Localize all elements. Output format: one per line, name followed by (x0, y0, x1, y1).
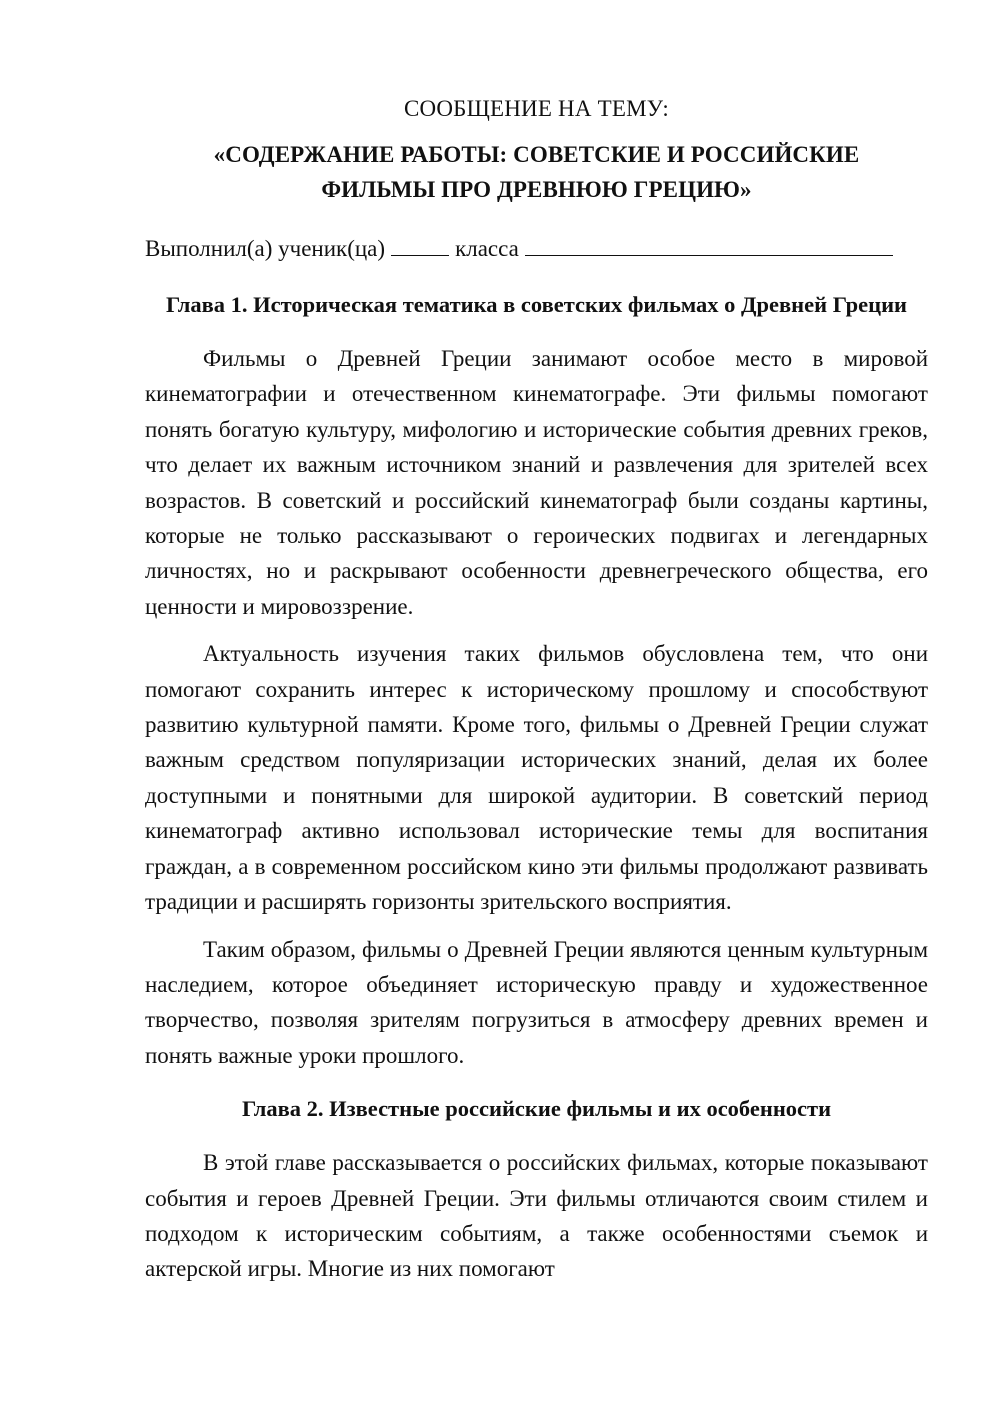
class-label: класса (455, 236, 519, 261)
chapter-2-title: Глава 2. Известные российские фильмы и их особенности (241, 1096, 832, 1122)
student-name-blank (525, 233, 893, 256)
page-content (145, 92, 928, 1287)
chapter-1-paragraph-1: Фильмы о Древней Греции занимают особое место в мировой кинематографии и отечественном кинематографе. Эти фильмы помогают понять богатую культуру, мифологию и исторические события древних греков, что делает их важным источником знаний и развлечения для зрителей всех возрастов. В советский и российский кинематограф были созданы картины, которые не только рассказывают о героических подвигах и легендарных личностях, но и раскрывают особенности древнегреческого общества, его ценности и мировоззрение. (145, 346, 928, 619)
class-number-blank (391, 233, 449, 256)
author-prefix: Выполнил(а) ученик(ца) (145, 236, 386, 261)
document-title: «СОДЕРЖАНИЕ РАБОТЫ: СОВЕТСКИЕ И РОССИЙСКИЕ ФИЛЬМЫ ПРО ДРЕВНЮЮ ГРЕЦИЮ» (213, 142, 860, 202)
document-kicker: СООБЩЕНИЕ НА ТЕМУ: (404, 96, 669, 121)
chapter-1-paragraph-2: Актуальность изучения таких фильмов обусловлена тем, что они помогают сохранить интерес к историческому прошлому и способствуют развитию культурной памяти. Кроме того, фильмы о Древней Греции служат важным средством популяризации исторических знаний, делая их более доступными и понятными для широкой аудитории. В советский период кинематограф активно использовал исторические темы для воспитания граждан, а в современном российском кино эти фильмы продолжают развивать традиции и расширять горизонты зрительского восприятия. (145, 641, 928, 915)
chapter-1-paragraph-3: Таким образом, фильмы о Древней Греции являются ценным культурным наследием, которое объединяет историческую правду и художественное творчество, позволяя зрителям погрузиться в атмосферу древних времен и понять важные уроки прошлого. (145, 936, 928, 1068)
chapter-2-paragraph-1: В этой главе рассказывается о российских фильмах, которые показывают события и героев Древней Греции. Эти фильмы отличаются своим стилем и подходом к историческим событиям, а также особенностями съемок и актерской игры. Многие из них помогают (145, 1150, 928, 1282)
chapter-1-title: Глава 1. Историческая тематика в советских фильмах о Древней Греции (165, 292, 908, 317)
author-line (145, 232, 928, 266)
